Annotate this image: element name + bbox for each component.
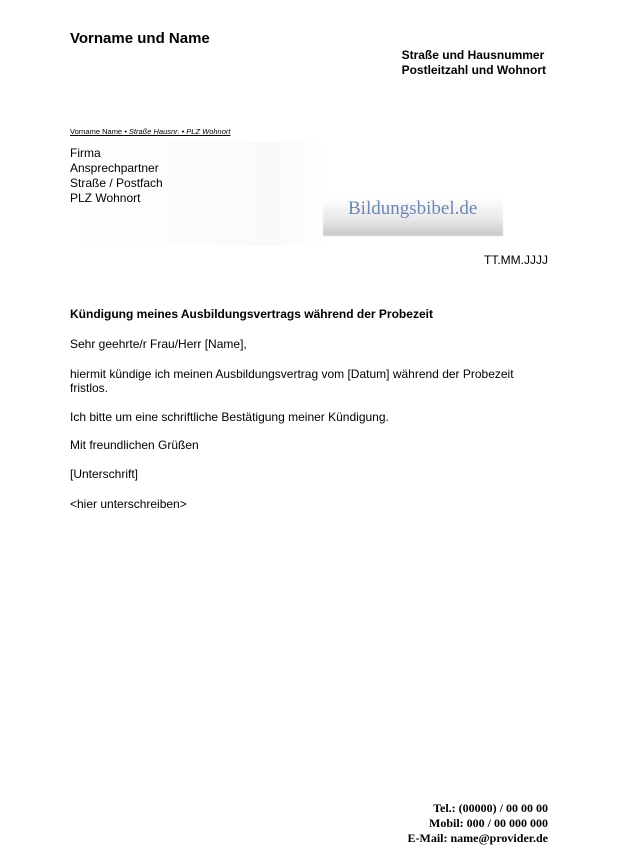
recipient-city: PLZ Wohnort bbox=[70, 191, 141, 205]
recipient-street: Straße / Postfach bbox=[70, 176, 163, 190]
contact-phone: Tel.: (00000) / 00 00 00 bbox=[433, 801, 548, 815]
letter-body: hiermit kündige ich meinen Ausbildungsvertrag vom [Datum] während der Probezeit fristlos. bbox=[70, 367, 514, 395]
letter-salutation: Sehr geehrte/r Frau/Herr [Name], bbox=[70, 337, 247, 351]
sign-here-note: <hier unterschreiben> bbox=[70, 497, 187, 511]
contact-block bbox=[408, 801, 549, 846]
recipient-company: Firma bbox=[70, 146, 101, 160]
watermark-logo: Bildungsbibel.de bbox=[348, 198, 478, 219]
letter-closing: Mit freundlichen Grüßen bbox=[70, 438, 199, 452]
recipient-contact: Ansprechpartner bbox=[70, 161, 159, 175]
sender-address bbox=[402, 48, 546, 78]
return-address-rest: • Straße Hausnr. • PLZ Wohnort bbox=[124, 127, 231, 136]
return-address-line bbox=[70, 127, 230, 136]
letter-request: Ich bitte um eine schriftliche Bestätigung meiner Kündigung. bbox=[70, 410, 389, 424]
letter-date: TT.MM.JJJJ bbox=[484, 253, 548, 267]
signature-placeholder: [Unterschrift] bbox=[70, 467, 139, 481]
return-address-name: Vorname Name bbox=[70, 127, 123, 136]
letter-subject: Kündigung meines Ausbildungsvertrags während der Probezeit bbox=[70, 307, 433, 321]
sender-name: Vorname und Name bbox=[70, 30, 210, 47]
contact-email: E-Mail: name@provider.de bbox=[407, 831, 548, 845]
sender-street: Straße und Hausnummer bbox=[401, 48, 545, 62]
recipient-address-block bbox=[66, 142, 328, 246]
sender-city: Postleitzahl und Wohnort bbox=[401, 63, 546, 77]
contact-mobile: Mobil: 000 / 00 000 000 bbox=[429, 816, 548, 830]
